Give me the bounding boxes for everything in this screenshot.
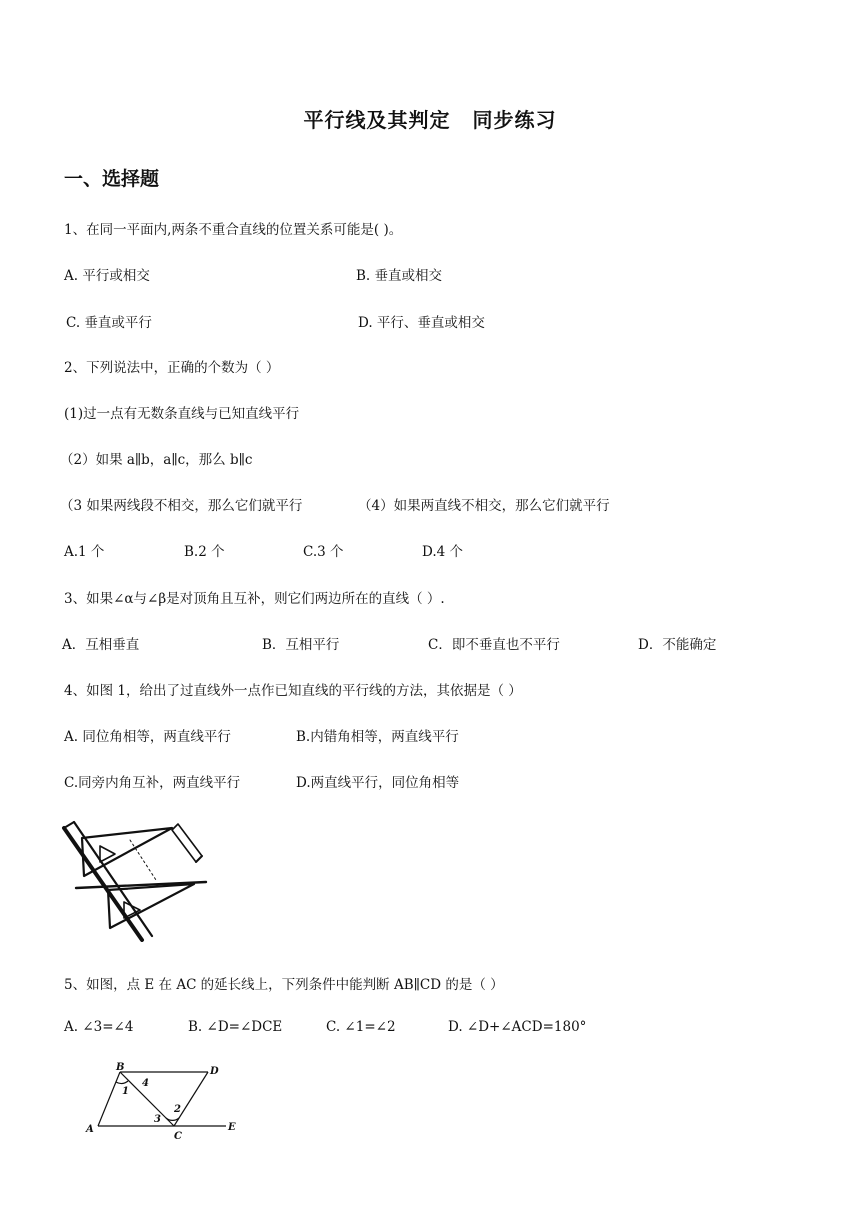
q2-option-a: A.1 个 <box>64 544 105 560</box>
q4-option-c: C.同旁内角互补，两直线平行 <box>64 775 241 791</box>
q1-option-c: C. 垂直或平行 <box>66 315 152 331</box>
title-sub: 同步练习 <box>472 108 557 132</box>
q5-option-c: C. ∠1=∠2 <box>326 1019 396 1035</box>
q2-option-b: B.2 个 <box>184 544 225 560</box>
q3-option-a: A．互相垂直 <box>62 637 140 653</box>
q1-option-d: D. 平行、垂直或相交 <box>358 315 485 331</box>
figure-2-parallelogram <box>80 1060 242 1146</box>
q4-option-d: D.两直线平行，同位角相等 <box>296 775 460 791</box>
q4-stem: 4、如图 1，给出了过直线外一点作已知直线的平行线的方法，其依据是（ ） <box>64 683 522 699</box>
q5-option-b: B. ∠D=∠DCE <box>188 1019 283 1035</box>
q2-statement-3: （3 如果两线段不相交，那么它们就平行 <box>60 498 303 514</box>
q5-option-a: A. ∠3=∠4 <box>64 1019 134 1035</box>
q3-option-c: C．即不垂直也不平行 <box>428 637 560 653</box>
q3-option-b: B．互相平行 <box>262 637 340 653</box>
page-title <box>0 104 860 133</box>
q2-statement-2: （2）如果 a∥b，a∥c，那么 b∥c <box>60 452 253 468</box>
q1-option-a: A. 平行或相交 <box>64 268 150 284</box>
fig2-angle-1: 1 <box>122 1086 129 1097</box>
fig2-label-e: E <box>228 1122 236 1133</box>
q1-stem: 1、在同一平面内,两条不重合直线的位置关系可能是( )。 <box>64 222 403 238</box>
figure-1-set-square <box>60 816 210 942</box>
fig2-angle-3: 3 <box>154 1114 161 1125</box>
q4-option-b: B.内错角相等，两直线平行 <box>296 729 459 745</box>
q1-option-b: B. 垂直或相交 <box>356 268 443 284</box>
q3-stem: 3、如果∠α与∠β是对顶角且互补，则它们两边所在的直线（ ）. <box>64 591 445 607</box>
q5-stem: 5、如图，点 E 在 AC 的延长线上，下列条件中能判断 AB∥CD 的是（ ） <box>64 977 504 993</box>
section-heading: 一、选择题 <box>64 168 160 190</box>
fig2-label-c: C <box>174 1131 182 1142</box>
q2-option-c: C.3 个 <box>303 544 344 560</box>
fig2-angle-4: 4 <box>142 1078 149 1089</box>
fig2-label-b: B <box>116 1062 125 1073</box>
q4-option-a: A. 同位角相等，两直线平行 <box>64 729 231 745</box>
q2-statement-4: （4）如果两直线不相交，那么它们就平行 <box>358 498 610 514</box>
fig2-label-a: A <box>86 1124 94 1135</box>
title-main: 平行线及其判定 <box>303 108 451 132</box>
q2-stem: 2、下列说法中，正确的个数为（ ） <box>64 360 280 376</box>
q5-option-d: D. ∠D+∠ACD=180° <box>448 1019 587 1035</box>
q3-option-d: D．不能确定 <box>638 637 717 653</box>
q2-statement-1: (1)过一点有无数条直线与已知直线平行 <box>64 406 300 422</box>
fig2-label-d: D <box>210 1066 219 1077</box>
q2-option-d: D.4 个 <box>422 544 464 560</box>
fig2-angle-2: 2 <box>174 1104 181 1115</box>
